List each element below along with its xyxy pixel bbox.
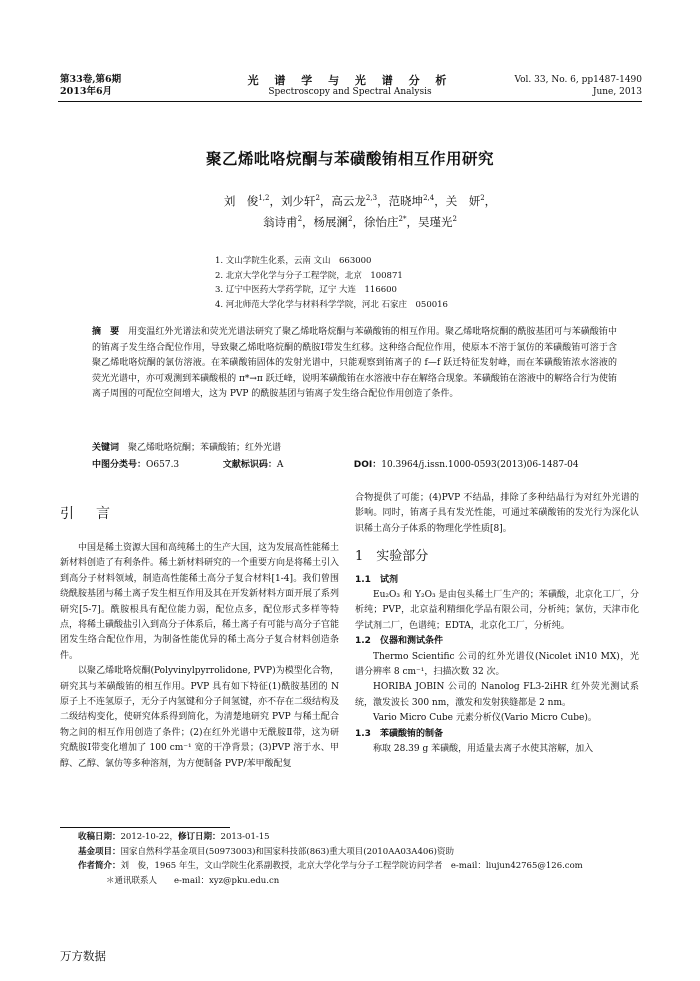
- section-paragraph: Vario Micro Cube 元素分析仪(Vario Micro Cube)。: [373, 713, 597, 724]
- revised-label: 修订日期：: [178, 832, 221, 842]
- affiliations: [215, 254, 545, 312]
- clc-code: O657.3: [146, 460, 180, 470]
- affiliation: 1. 文山学院生化系，云南 文山 663000: [215, 256, 372, 266]
- author-name: 关 妍: [445, 193, 481, 208]
- journal-name-en: Spectroscopy and Spectral Analysis: [268, 87, 432, 97]
- author-name: 刘 俊: [223, 193, 259, 208]
- doc-code-label: 文献标识码：: [222, 460, 277, 470]
- header-journal: [230, 74, 470, 98]
- received-label: 收稿日期：: [78, 832, 121, 842]
- author-affil-sup: 2,4: [423, 194, 435, 202]
- author-name: 翁诗甫: [263, 214, 298, 229]
- author-affil-sup: 2,3: [365, 194, 378, 202]
- header-volume-issue: 第33卷,第6期: [60, 74, 122, 85]
- abstract: [92, 325, 617, 403]
- affiliation: 2. 北京大学化学与分子工程学院，北京 100871: [215, 270, 403, 281]
- subsection-heading: 1.2 仪器和测试条件: [355, 636, 443, 647]
- header-volume-pages: Vol. 33, No. 6, pp1487-1490: [514, 75, 642, 85]
- doi-value: 10.3964/j.issn.1000-0593(2013)06-1487-04: [381, 460, 579, 470]
- bio-label: 作者简介：: [78, 861, 121, 871]
- author-name: 杨展澜: [313, 214, 349, 229]
- header-date-en: June, 2013: [592, 87, 642, 97]
- received-date: 2012-10-22，: [120, 832, 179, 842]
- section-paragraph: Thermo Scientific 公司的红外光谱仪(Nicolet iN10 MX)，光谱分辨率 8 cm⁻¹，扫描次数 32 次。: [355, 651, 639, 678]
- author-name: 高云龙: [331, 193, 366, 208]
- fund-text: 国家自然科学基金项目(50973003)和国家科技部(863)重大项目(2010AA03A406)资助: [120, 846, 454, 857]
- watermark-text: 万方数据: [60, 949, 106, 963]
- subsection-heading: 1.1 试剂: [355, 574, 398, 585]
- revised-date: 2013-01-15: [220, 832, 270, 842]
- header-rule: [58, 101, 642, 102]
- keywords: [92, 441, 617, 456]
- fund-label: 基金项目：: [78, 846, 121, 857]
- author-line-1: 刘 俊$^{1,2}$，刘少轩$^2$，高云龙$^{2,3}$，范晓坤$^{2,4}$，关 妍$^2$，: [223, 193, 497, 208]
- left-column: [60, 541, 339, 772]
- author-line-2: 翁诗甫$^2$，杨展澜$^2$，徐怡庄$^{2*}$，吴瑾光$^2$: [263, 214, 457, 229]
- affiliation: 4. 河北师范大学化学与材料科学学院，河北 石家庄 050016: [215, 299, 448, 310]
- author-name: 吴瑾光: [417, 214, 453, 229]
- author-name: 刘少轩: [280, 193, 316, 208]
- journal-name-cn: 光 谱 学 与 光 谱 分 析: [247, 74, 453, 87]
- section-heading: 1 实验部分: [355, 549, 429, 565]
- classification-line: [92, 458, 617, 473]
- author-name: 徐怡庄: [364, 214, 399, 229]
- intro-paragraph: 以聚乙烯吡咯烷酮(Polyvinylpyrrolidone, PVP)为模型化合物，研究其与苯磺酸铕的相互作用。PVP 具有如下特征(1)酰胺基团的 N 原子上不连氢原子，无分子内氢键和分子间氢键，亦不存在二级结构及二级结构变化，使研究体系得到简化，为清楚地研究 PVP 与稀土配合物之间的相互作用创造了条件；(2)在红外光谱中无酰胺Ⅱ带，这为研究酰胺Ⅰ带变化增加了 100 cm⁻¹ 宽的干净背景；(3)PVP 溶于水、甲醇、乙醇、氯仿等多种溶剂，为方便制备 PVP/苯甲酸配复: [60, 666, 340, 769]
- author-affil-sup: 2*: [398, 215, 407, 223]
- header-volume-en: [442, 74, 642, 98]
- footnote-bio: [78, 859, 638, 874]
- footnote-rule: [60, 827, 230, 828]
- abstract-label: 摘 要: [92, 327, 120, 337]
- abstract-text: 用变温红外光谱法和荧光光谱法研究了聚乙烯吡咯烷酮与苯磺酸铕的相互作用。聚乙烯吡咯烷酮的酰胺基团可与苯磺酸铕中的铕离子发生络合配位作用，导致聚乙烯吡咯烷酮的酰胺Ⅰ带发生红移。这种络合配位作用，使原本不溶于氯仿的苯磺酸铕可溶于含聚乙烯吡咯烷酮的氯仿溶液。在苯磺酸铕固体的发射光谱中，只能观察到铕离子的 f—f 跃迁特征发射峰，而在苯磺酸铕浓水溶液的荧光光谱中，亦可观测到苯磺酸根的 π*→π 跃迁峰，说明苯磺酸铕在水溶液中存在解络合现象。苯磺酸铕在溶液中的解络合行为使铕离子周围的可配位空间增大，这为 PVP 的酰胺基团与铕离子发生络合配位作用创造了条件。: [92, 327, 617, 400]
- intro-paragraph: 中国是稀土资源大国和高纯稀土的生产大国，这为发展高性能稀土新材料创造了有利条件。稀土新材料研究的一个重要方向是将稀土引入到高分子材料领域，制造高性能稀土高分子复合材料[1-4]。我们曾围绕酰胺基团与稀土离子发生相互作用及其在开发新材料方面开展了系列研究[5-7]。酰胺根具有配位能力弱，配位点多，配位形式多样等特点，将稀土磺酸盐引入到高分子体系后，稀土离子有可能与高分子官能团发生络合配位作用，为制备性能优异的稀土高分子复合材料创造条件。: [60, 543, 340, 661]
- affiliation: 3. 辽宁中医药大学药学院，辽宁 大连 116600: [215, 285, 397, 295]
- section-paragraph: HORIBA JOBIN 公司的 Nanolog FL3-2iHR 红外荧光测试系统，激发波长 300 nm，激发和发射狭缝都是 2 nm。: [355, 682, 639, 708]
- intro-heading: 引言: [60, 506, 132, 522]
- author-affil-sup: 2: [452, 215, 457, 223]
- doi-label: DOI：: [353, 460, 382, 470]
- doc-code: A: [276, 460, 284, 470]
- author-name: 范晓坤: [388, 193, 424, 208]
- footnote-fund: [78, 845, 638, 860]
- intro-continuation: 合物提供了可能；(4)PVP 不结晶，排除了多种结晶行为对红外光谱的影响。同时，铕离子具有发光性能，可通过苯磺酸铕的发光行为深化认识稀土高分子体系的物理化学性质[8]。: [355, 493, 639, 534]
- author-affil-sup: 2: [348, 215, 353, 223]
- right-column: [355, 491, 639, 758]
- keywords-label: 关键词: [92, 443, 120, 453]
- footnote-dates: [78, 830, 638, 845]
- author-affil-sup: 1,2: [258, 194, 270, 202]
- footnotes: [78, 830, 638, 888]
- bio-email: e-mail：liujun42765@126.com: [450, 861, 583, 871]
- header-date-cn: 2013年6月: [60, 86, 113, 97]
- footnote-corresponding: ＊通讯联系人 e-mail：xyz@pku.edu.cn: [106, 875, 280, 886]
- paper-title: 聚乙烯吡咯烷酮与苯磺酸铕相互作用研究: [205, 150, 494, 168]
- author-affil-sup: 2: [480, 194, 485, 202]
- author-affil-sup: 2: [297, 215, 303, 223]
- subsection-heading: 1.3 苯磺酸铕的制备: [355, 728, 443, 739]
- section-paragraph: 称取 28.39 g 苯磺酸，用适量去离子水使其溶解，加入: [373, 744, 594, 755]
- bio-text: 刘 俊，1965 年生，文山学院生化系副教授，北京大学化学与分子工程学院访问学者: [120, 861, 443, 871]
- clc-label: 中图分类号：: [92, 460, 147, 470]
- header-volume-cn: [60, 74, 200, 98]
- keywords-text: 聚乙烯吡咯烷酮；苯磺酸铕；红外光谱: [128, 443, 282, 453]
- section-paragraph: Eu₂O₃ 和 Y₂O₃ 是由包头稀土厂生产的；苯磺酸，北京化工厂，分析纯；PVP，北京益利精细化学品有限公司，分析纯；氯仿，天津市化学试剂二厂，色谱纯；EDTA，北京化工厂，分析纯。: [355, 590, 639, 631]
- author-affil-sup: 2: [315, 194, 320, 202]
